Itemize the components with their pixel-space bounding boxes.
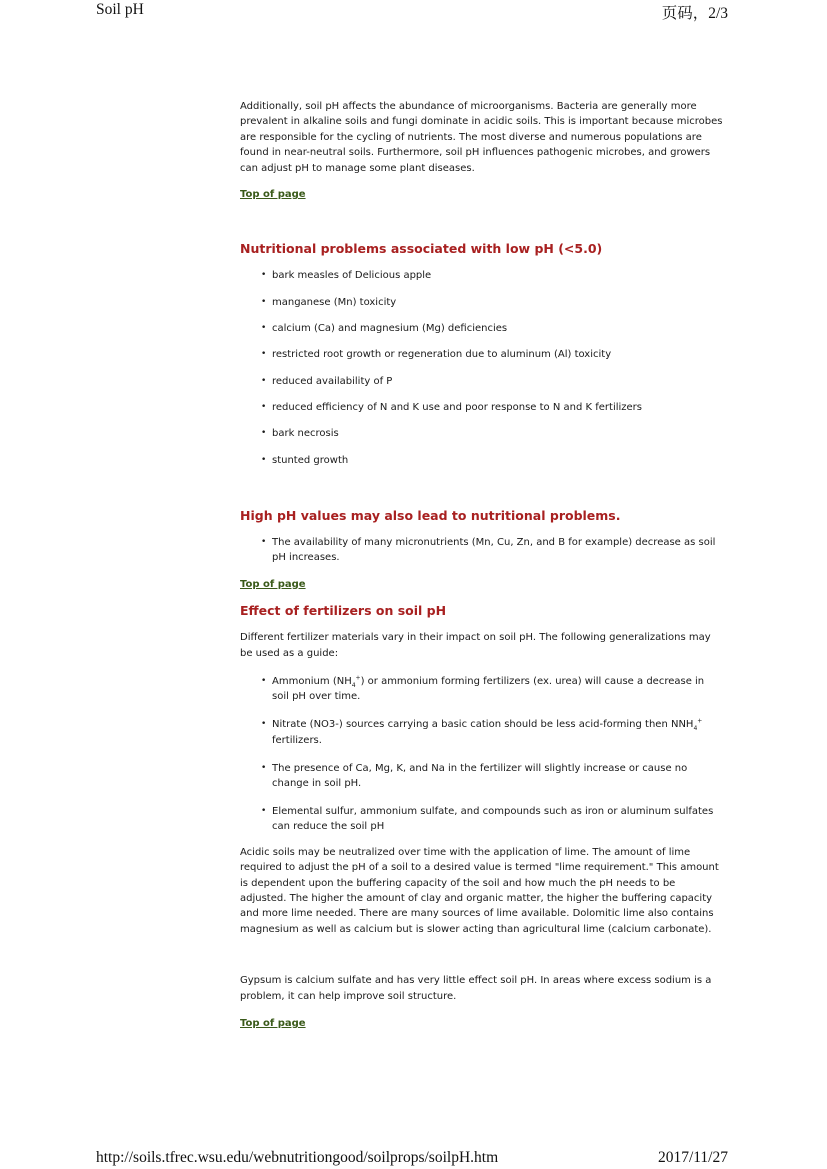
top-of-page-link[interactable]: Top of page	[240, 189, 306, 201]
item-text: Ammonium (NH	[272, 675, 352, 687]
fertilizers-intro: Different fertilizer materials vary in their impact on soil pH. The following generalizations may be used as a guide:	[240, 632, 711, 659]
footer-date: 2017/11/27	[657, 1149, 728, 1166]
list-item: • bark necrosis	[240, 426, 724, 441]
item-text: ) or ammonium forming fertilizers (ex. urea) will cause a decrease in soil pH over time.	[272, 675, 705, 703]
list-item: • reduced efficiency of N and K use and poor response to N and K fertilizers	[240, 400, 724, 415]
low-ph-list	[240, 268, 724, 467]
superscript: +	[355, 674, 361, 682]
superscript: +	[697, 717, 703, 725]
item-text: fertilizers.	[272, 734, 322, 746]
list-item: • manganese (Mn) toxicity	[240, 295, 724, 310]
fertilizers-list	[240, 674, 724, 835]
fertilizers-heading: Effect of fertilizers on soil pH	[240, 603, 447, 619]
header-page-number: 页码，2/3	[661, 5, 728, 22]
list-item: • The presence of Ca, Mg, K, and Na in the fertilizer will slightly increase or cause no change in soil pH.	[240, 761, 724, 792]
gypsum-paragraph: Gypsum is calcium sulfate and has very little effect soil pH. In areas where excess sodium is a problem, it can help improve soil structure.	[240, 975, 712, 1002]
list-item: • Elemental sulfur, ammonium sulfate, and compounds such as iron or aluminum sulfates can reduce the soil pH	[240, 804, 724, 835]
list-item: • stunted growth	[240, 453, 724, 468]
high-ph-heading: High pH values may also lead to nutritional problems.	[240, 507, 621, 523]
list-item: • calcium (Ca) and magnesium (Mg) deficiencies	[240, 321, 724, 336]
list-item: • bark measles of Delicious apple	[240, 268, 724, 283]
top-of-page-link[interactable]: Top of page	[240, 578, 306, 590]
header-title: Soil pH	[96, 1, 144, 18]
list-item	[240, 717, 724, 748]
list-item: • The availability of many micronutrients (Mn, Cu, Zn, and B for example) decrease as soil pH increases.	[240, 535, 724, 566]
list-item	[240, 674, 724, 705]
lime-paragraph: Acidic soils may be neutralized over time with the application of lime. The amount of lime required to adjust the pH of a soil to a desired value is termed "lime requirement." This amount is dependent upon the buffering capacity of the soil and how much the pH needs to be adjusted. The higher the amount of clay and organic matter, the higher the buffering capacity and more lime needed. There are many sources of lime available. Dolomitic lime also contains magnesium as well as calcium but is slower acting than agricultural lime (calcium carbonate).	[240, 846, 719, 935]
list-item: • restricted root growth or regeneration due to aluminum (Al) toxicity	[240, 347, 724, 362]
intro-paragraph: Additionally, soil pH affects the abundance of microorganisms. Bacteria are generally more prevalent in alkaline soils and fungi dominate in acidic soils. This is important because microbes are responsible for the cycling of nutrients. The most diverse and numerous populations are found in near-neutral soils. Furthermore, soil pH influences pathogenic microbes, and growers can adjust pH to manage some plant diseases.	[240, 101, 723, 174]
low-ph-heading: Nutritional problems associated with low pH (<5.0)	[240, 241, 603, 257]
high-ph-list	[240, 535, 724, 566]
footer-url: http://soils.tfrec.wsu.edu/webnutritiongood/soilprops/soilpH.htm	[96, 1149, 499, 1166]
top-of-page-link[interactable]: Top of page	[240, 1017, 306, 1029]
article-content	[240, 99, 724, 1031]
list-item: • reduced availability of P	[240, 374, 724, 389]
subscript: 4	[693, 725, 698, 733]
item-text: Nitrate (NO3-) sources carrying a basic cation should be less acid-forming then NNH	[272, 719, 694, 731]
subscript: 4	[351, 681, 356, 689]
